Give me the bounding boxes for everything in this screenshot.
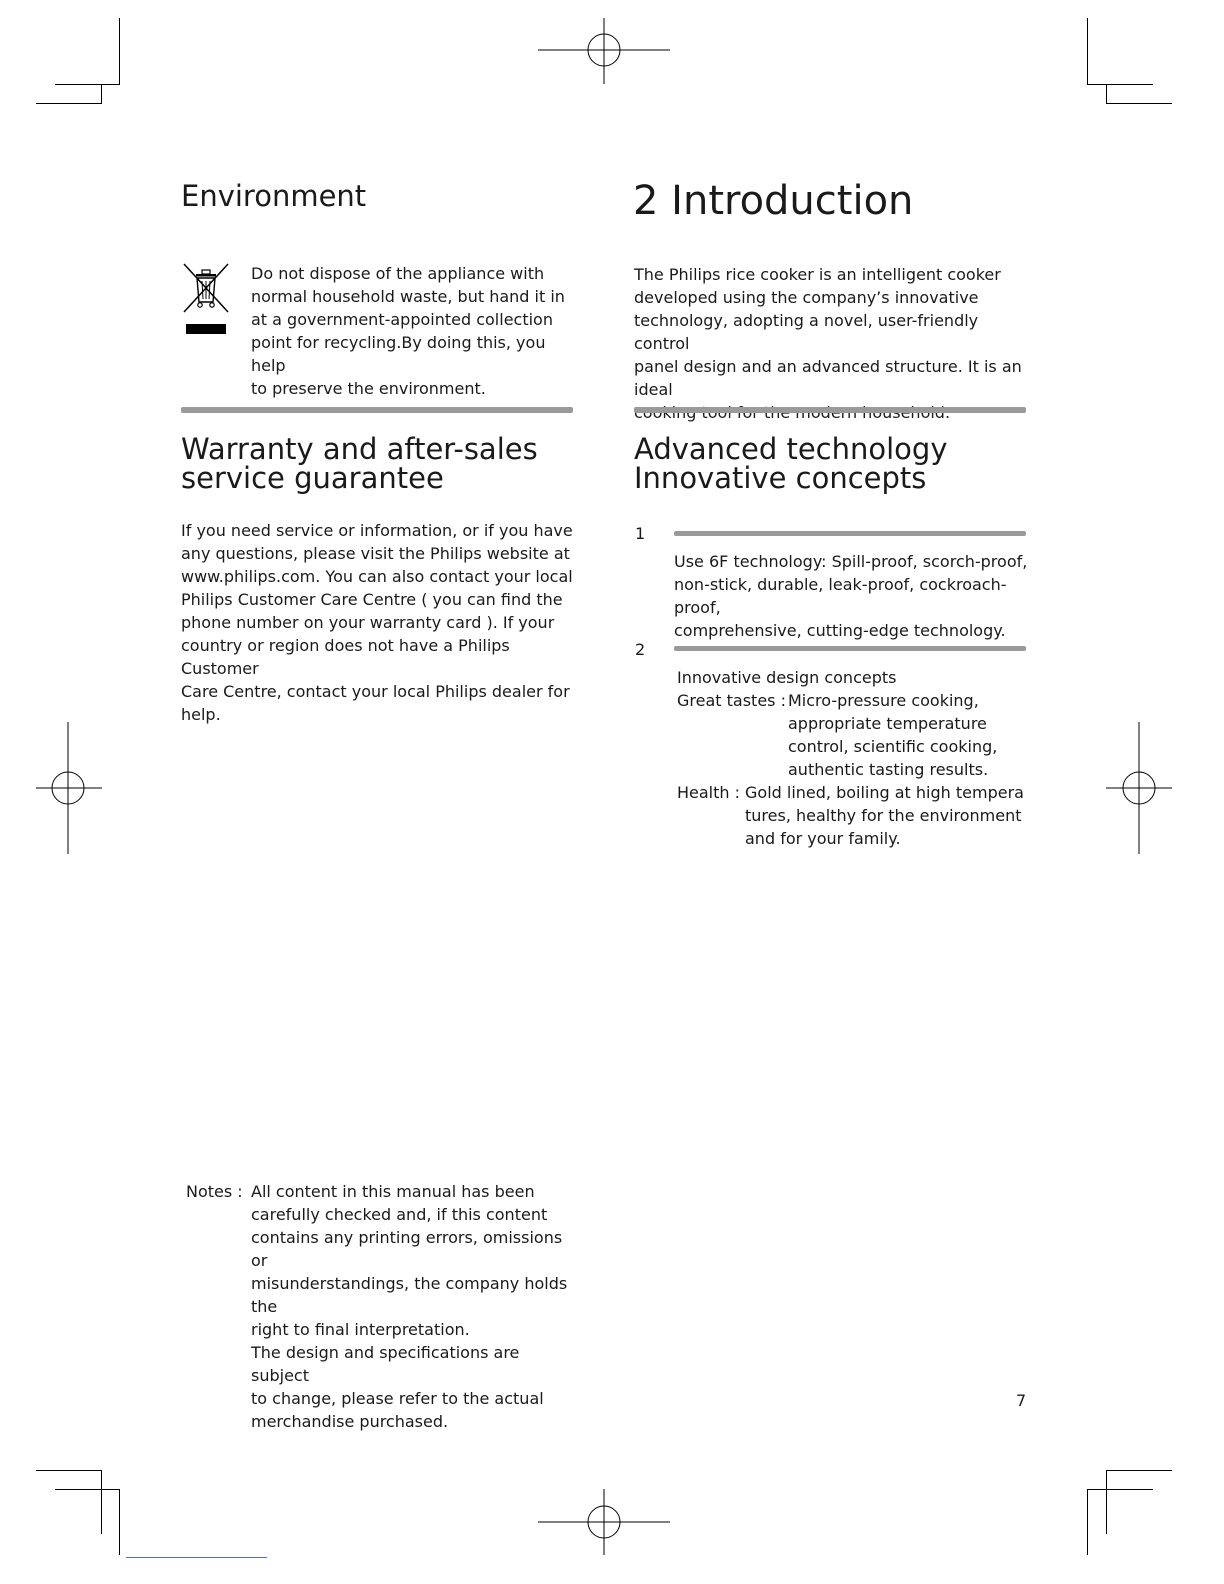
item-number: 1: [635, 524, 646, 543]
intro-text: The Philips rice cooker is an intelligent cooker developed using the company’s innovative technology, adopting a novel, user-friendly control panel design and an advanced structure. It is an ideal: [634, 265, 1022, 399]
item-divider: [674, 646, 1026, 651]
health-text: Gold lined, boiling at high tempera tures, healthy for the environment and for your family.: [745, 783, 1024, 848]
health-label: Health :: [677, 783, 741, 802]
registration-target-icon: [36, 722, 102, 854]
advanced-heading: Advanced technology Innovative concepts: [634, 432, 948, 495]
environment-text: Do not dispose of the appliance with normal household waste, but hand it in at a government-appointed collection point for recycling.By doing this, you help to preserve the environment.: [251, 264, 565, 398]
warranty-heading: Warranty and after-sales service guarantee: [181, 432, 538, 495]
bottom-rule: [126, 1557, 267, 1558]
notes-label: Notes :: [186, 1182, 243, 1201]
item-divider: [674, 531, 1026, 536]
registration-target-icon: [538, 1489, 670, 1555]
section-divider: [634, 407, 1026, 413]
registration-target-icon: [538, 18, 670, 84]
great-tastes-label: Great tastes :: [677, 691, 786, 710]
weee-bin-icon: [180, 262, 232, 336]
registration-target-icon: [1106, 722, 1172, 854]
item-number: 2: [635, 640, 646, 659]
notes-text: All content in this manual has been carefully checked and, if this content contains any printing errors, omissions or misunderstandings, the company holds the right to final interpretation. The design and specifications are subject to change, please refer to the actual merchandise purchased.: [251, 1182, 568, 1431]
item1-text: Use 6F technology: Spill-proof, scorch-proof, non-stick, durable, leak-proof, cockroach-proof, comprehensive, cutting-edge technology.: [674, 552, 1028, 640]
section-divider: [181, 407, 573, 413]
item2-title: Innovative design concepts: [677, 668, 897, 687]
great-tastes-text: Micro-pressure cooking, appropriate temperature control, scientific cooking, authentic tasting results.: [788, 691, 998, 779]
page-number: 7: [1016, 1391, 1027, 1410]
page-title: 2 Introduction: [633, 178, 914, 224]
environment-heading: Environment: [181, 179, 367, 213]
warranty-text: If you need service or information, or if you have any questions, please visit the Philips website at www.philips.com. You can also contact your local Philips Customer Care Centre ( you can find the phone number on your warranty card ). If your country or region does not have a Philips Customer Care Centre, contact your local Philips dealer for help.: [181, 521, 573, 724]
